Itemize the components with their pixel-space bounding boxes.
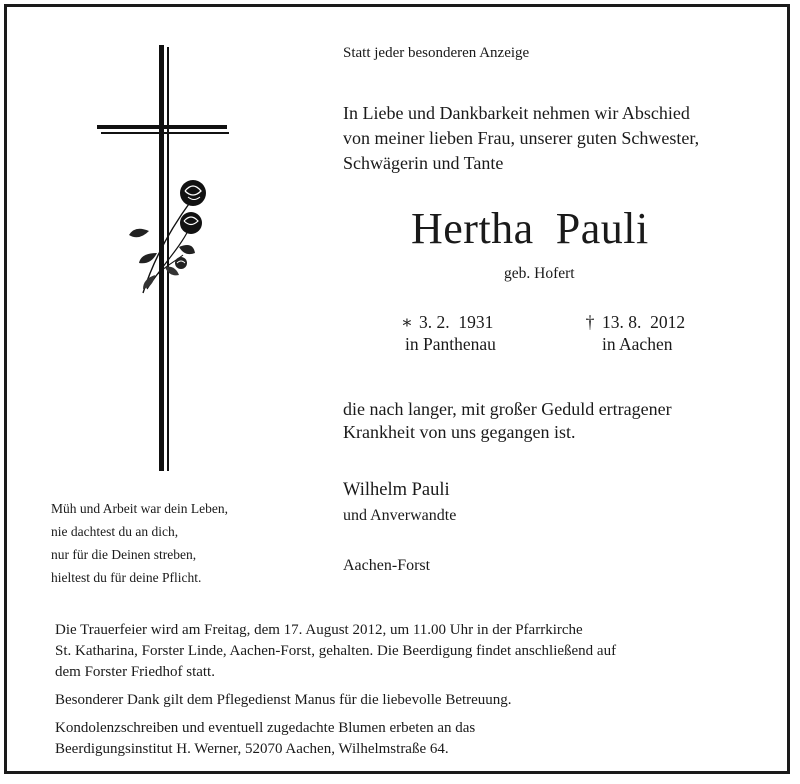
poem-line: hieltest du für deine Pflicht.: [51, 570, 202, 585]
intro-line: In Liebe und Dankbarkeit nehmen wir Abschied: [343, 103, 690, 123]
intro-line: Schwägerin und Tante: [343, 153, 504, 173]
birth-star-icon: ∗: [401, 312, 413, 332]
death-dagger-icon: †: [585, 312, 595, 332]
memorial-poem: [51, 497, 228, 589]
notice-header: Statt jeder besonderen Anzeige: [343, 45, 530, 61]
maiden-name: geb. Hofert: [504, 265, 575, 282]
death-place: in Aachen: [602, 334, 673, 354]
poem-line: nur für die Deinen streben,: [51, 547, 197, 562]
funeral-line: dem Forster Friedhof statt.: [55, 664, 215, 680]
intro-text: [343, 101, 753, 176]
relatives-text: und Anverwandte: [343, 507, 457, 524]
condolence-line: Beerdigungsinstitut H. Werner, 52070 Aachen, Wilhelmstraße 64.: [55, 741, 449, 757]
birth-info: [399, 311, 496, 355]
illness-line: die nach langer, mit großer Geduld ertragener: [343, 399, 672, 419]
thanks-line: Besonderer Dank gilt dem Pflegedienst Manus für die liebevolle Betreuung.: [55, 692, 512, 708]
condolence-line: Kondolenzschreiben und eventuell zugedachte Blumen erbeten an das: [55, 720, 476, 736]
signer-name: Wilhelm Pauli: [343, 480, 450, 500]
poem-line: Müh und Arbeit war dein Leben,: [51, 501, 228, 516]
funeral-details: [55, 620, 751, 760]
death-date: 13. 8. 2012: [602, 312, 686, 332]
illness-text: [343, 398, 753, 444]
birth-place: in Panthenau: [405, 334, 496, 354]
funeral-line: St. Katharina, Forster Linde, Aachen-Forst, gehalten. Die Beerdigung findet anschließend auf: [55, 643, 617, 659]
death-info: [582, 311, 685, 355]
obituary-notice: [4, 4, 790, 774]
first-name: Hertha: [411, 204, 534, 253]
birth-date: 3. 2. 1931: [419, 312, 494, 332]
cross-with-roses-icon: [91, 41, 241, 481]
place-text: Aachen-Forst: [343, 557, 431, 574]
deceased-name: [411, 203, 649, 254]
illness-line: Krankheit von uns gegangen ist.: [343, 422, 576, 442]
poem-line: nie dachtest du an dich,: [51, 524, 179, 539]
funeral-line: Die Trauerfeier wird am Freitag, dem 17. August 2012, um 11.00 Uhr in der Pfarrkirche: [55, 622, 583, 638]
intro-line: von meiner lieben Frau, unserer guten Schwester,: [343, 128, 700, 148]
last-name: Pauli: [555, 204, 649, 253]
